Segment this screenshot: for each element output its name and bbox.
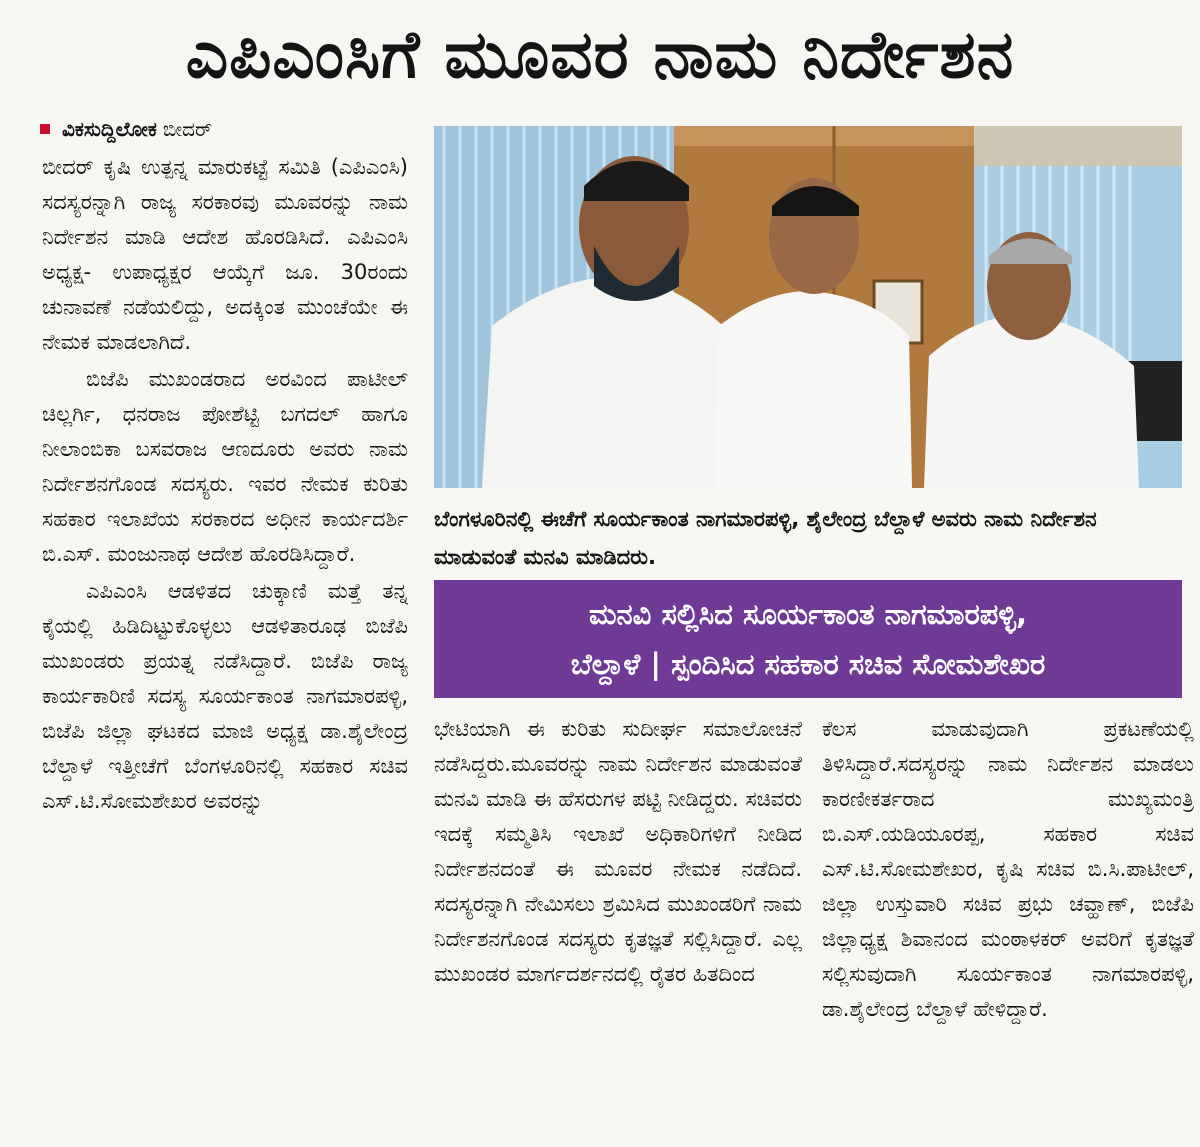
byline-place: ಬೀದರ್ bbox=[162, 117, 213, 141]
paragraph: ಭೇಟಿಯಾಗಿ ಈ ಕುರಿತು ಸುದೀರ್ಘ ಸಮಾಲೋಚನೆ ನಡೆಸಿದ್ದರು.ಮೂವರನ್ನು ನಾಮ ನಿರ್ದೇಶನ ಮಾಡುವಂತೆ ಮನವಿ ಮಾಡಿ ಈ ಹೆಸರುಗಳ ಪಟ್ಟಿ ನೀಡಿದ್ದರು. ಸಚಿವರು ಇದಕ್ಕೆ ಸಮ್ಮತಿಸಿ ಇಲಾಖೆ ಅಧಿಕಾರಿಗಳಿಗೆ ನೀಡಿದ ನಿರ್ದೇಶನದಂತೆ ಈ ಮೂವರ ನೇಮಕ ನಡೆದಿದೆ. ಸದಸ್ಯರನ್ನಾಗಿ ನೇಮಿಸಲು ಶ್ರಮಿಸಿದ ಮುಖಂಡರಿಗೆ ನಾಮ ನಿರ್ದೇಶನಗೊಂಡ ಸದಸ್ಯರು ಕೃತಜ್ಞತೆ ಸಲ್ಲಿಸಿದ್ದಾರೆ. ಎಲ್ಲ ಮುಖಂಡರ ಮಾರ್ಗದರ್ಶನದಲ್ಲಿ ರೈತರ ಹಿತದಿಂದ bbox=[434, 717, 802, 986]
article-column-1 bbox=[42, 150, 408, 1147]
article-column-2 bbox=[434, 712, 802, 1147]
headline: ಎಪಿಎಂಸಿಗೆ ಮೂವರ ನಾಮ ನಿರ್ದೇಶನ bbox=[185, 15, 1015, 93]
photo-illustration bbox=[434, 126, 1182, 488]
paragraph: ಕೆಲಸ ಮಾಡುವುದಾಗಿ ಪ್ರಕಟಣೆಯಲ್ಲಿ ತಿಳಿಸಿದ್ದಾರೆ.ಸದಸ್ಯರನ್ನು ನಾಮ ನಿರ್ದೇಶನ ಮಾಡಲು ಕಾರಣೀಕರ್ತರಾದ ಮುಖ್ಯಮಂತ್ರಿ ಬಿ.ಎಸ್.ಯಡಿಯೂರಪ್ಪ, ಸಹಕಾರ ಸಚಿವ ಎಸ್.ಟಿ.ಸೋಮಶೇಖರ, ಕೃಷಿ ಸಚಿವ ಬಿ.ಸಿ.ಪಾಟೀಲ್, ಜಿಲ್ಲಾ ಉಸ್ತುವಾರಿ ಸಚಿವ ಪ್ರಭು ಚವ್ಹಾಣ್, ಬಿಜೆಪಿ ಜಿಲ್ಲಾಧ್ಯಕ್ಷ ಶಿವಾನಂದ ಮಂಠಾಳಕರ್ ಅವರಿಗೆ ಕೃತಜ್ಞತೆ ಸಲ್ಲಿಸುವುದಾಗಿ ಸೂರ್ಯಕಾಂತ ನಾಗಮಾರಪಳ್ಳಿ, ಡಾ.ಶೈಲೇಂದ್ರ ಬೆಲ್ದಾಳೆ ಹೇಳಿದ್ದಾರೆ. bbox=[822, 717, 1194, 1021]
highlight-banner bbox=[434, 580, 1182, 698]
news-photo bbox=[434, 126, 1182, 488]
banner-line-2: ಬೆಲ್ದಾಳೆ | ಸ್ಪಂದಿಸಿದ ಸಹಕಾರ ಸಚಿವ ಸೋಮಶೇಖರ bbox=[570, 647, 1046, 681]
byline bbox=[40, 112, 212, 146]
photo-caption: ಬೆಂಗಳೂರಿನಲ್ಲಿ ಈಚೆಗೆ ಸೂರ್ಯಕಾಂತ ನಾಗಮಾರಪಳ್ಳಿ, ಶೈಲೇಂದ್ರ ಬೆಲ್ದಾಳೆ ಅವರು ನಾಮ ನಿರ್ದೇಶನ ಮಾಡುವಂತೆ ಮನವಿ ಮಾಡಿದರು. bbox=[434, 507, 1097, 569]
bullet-square-icon bbox=[40, 124, 50, 134]
paragraph: ಎಪಿಎಂಸಿ ಆಡಳಿತದ ಚುಕ್ಕಾಣಿ ಮತ್ತೆ ತನ್ನ ಕೈಯಲ್ಲಿ ಹಿಡಿದಿಟ್ಟುಕೊಳ್ಳಲು ಆಡಳಿತಾರೂಢ ಬಿಜೆಪಿ ಮುಖಂಡರು ಪ್ರಯತ್ನ ನಡೆಸಿದ್ದಾರೆ. ಬಿಜೆಪಿ ರಾಜ್ಯ ಕಾರ್ಯಕಾರಿಣಿ ಸದಸ್ಯ ಸೂರ್ಯಕಾಂತ ನಾಗಮಾರಪಳ್ಳಿ, ಬಿಜೆಪಿ ಜಿಲ್ಲಾ ಘಟಕದ ಮಾಜಿ ಅಧ್ಯಕ್ಷ ಡಾ.ಶೈಲೇಂದ್ರ ಬೆಲ್ದಾಳೆ ಇತ್ತೀಚೆಗೆ ಬೆಂಗಳೂರಿನಲ್ಲಿ ಸಹಕಾರ ಸಚಿವ ಎಸ್.ಟಿ.ಸೋಮಶೇಖರ ಅವರನ್ನು bbox=[42, 579, 408, 813]
paragraph: ಬೀದರ್ ಕೃಷಿ ಉತ್ಪನ್ನ ಮಾರುಕಟ್ಟೆ ಸಮಿತಿ (ಎಪಿಎಂಸಿ) ಸದಸ್ಯರನ್ನಾಗಿ ರಾಜ್ಯ ಸರಕಾರವು ಮೂವರನ್ನು ನಾಮ ನಿರ್ದೇಶನ ಮಾಡಿ ಆದೇಶ ಹೊರಡಿಸಿದೆ. ಎಪಿಎಂಸಿ ಅಧ್ಯಕ್ಷ- ಉಪಾಧ್ಯಕ್ಷರ ಆಯ್ಕೆಗೆ ಜೂ. 30ರಂದು ಚುನಾವಣೆ ನಡೆಯಲಿದ್ದು, ಅದಕ್ಕಿಂತ ಮುಂಚೆಯೇ ಈ ನೇಮಕ ಮಾಡಲಾಗಿದೆ. bbox=[42, 155, 408, 354]
banner-line-1: ಮನವಿ ಸಲ್ಲಿಸಿದ ಸೂರ್ಯಕಾಂತ ನಾಗಮಾರಪಳ್ಳಿ, bbox=[588, 597, 1028, 631]
article-column-3 bbox=[822, 712, 1194, 1147]
paragraph: ಬಿಜೆಪಿ ಮುಖಂಡರಾದ ಅರವಿಂದ ಪಾಟೀಲ್ ಚಿಲ್ಲರ್ಗಿ, ಧನರಾಜ ಪೋಶೆಟ್ಟಿ ಬಗದಲ್ ಹಾಗೂ ನೀಲಾಂಬಿಕಾ ಬಸವರಾಜ ಆಣದೂರು ಅವರು ನಾಮ ನಿರ್ದೇಶನಗೊಂಡ ಸದಸ್ಯರು. ಇವರ ನೇಮಕ ಕುರಿತು ಸಹಕಾರ ಇಲಾಖೆಯ ಸರಕಾರದ ಅಧೀನ ಕಾರ್ಯದರ್ಶಿ ಬಿ.ಎಸ್. ಮಂಜುನಾಥ ಆದೇಶ ಹೊರಡಿಸಿದ್ದಾರೆ. bbox=[42, 367, 408, 566]
byline-paper: ವಿಕಸುದ್ದಿಲೋಕ bbox=[62, 117, 157, 141]
